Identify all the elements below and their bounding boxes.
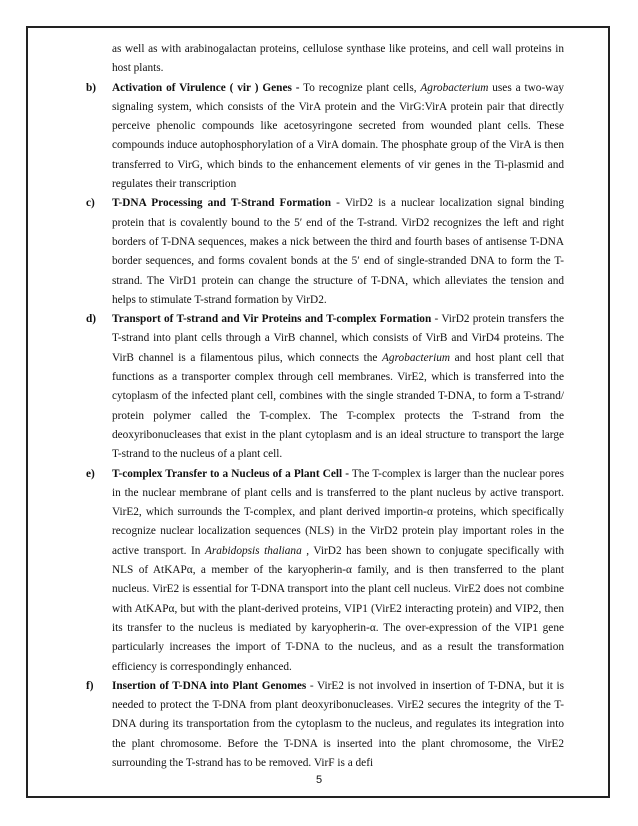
list-item-text: uses a two-way signaling system, which consists of the VirA protein and the VirG:VirA protein pair that directly perceive phenolic compounds like acetosyringone secreted from wounded plant cells. These compounds induce autophosphorylation of a VirA domain. The phosphate group of the VirA is then transferred to VirG, which binds to the enhancement elements of vir genes in the Ti-plasmid and regulates their transcription xyxy=(112,81,564,191)
list-item-text: - VirD2 protein transfers the T-strand into plant cells through a VirB channel, which consists of VirB and VirD4 proteins. The VirB channel is a filamentous pilus, which connects the xyxy=(112,313,564,364)
list-item-heading: T-complex Transfer to a Nucleus of a Plant Cell - xyxy=(112,467,349,480)
list-item-heading: Activation of Virulence ( vir ) Genes - xyxy=(112,81,300,94)
document-body xyxy=(86,40,564,773)
list-item-b xyxy=(86,79,564,195)
species-name: Arabidopsis thaliana xyxy=(204,544,302,557)
list-item-e xyxy=(86,465,564,677)
list-marker: e) xyxy=(86,467,95,480)
species-name: Agrobacterium xyxy=(382,351,451,364)
list-item-text: - VirD2 is a nuclear localization signal binding protein that is covalently bound to the 5′ end of the T-strand. VirD2 recognizes the left and right borders of T-DNA sequences, makes a nick between the third and fourth bases of antisense T-DNA border sequences, and forms covalent bonds at the 5′ end of single-stranded DNA to form the T-strand. The VirD1 protein can change the structure of T-DNA, which alleviates the tension and helps to stimulate T-strand formation by VirD2. xyxy=(112,197,565,306)
list-item-text: The T-complex is larger than the nuclear pores in the nuclear membrane of plant cells and is transferred to the plant nucleus by active transport. VirE2, which surrounds the T-complex, and plant derived importin-α proteins, which specifically recognize nuclear localization sequences (NLS) in the VirD2 protein play important roles in the active transport. In xyxy=(112,467,564,557)
list-item-text: , VirD2 has been shown to conjugate specifically with NLS of AtKAPα, a member of the karyopherin-α family, and is then transferred to the plant nucleus. VirE2 is essential for T-DNA transport into the plant cell nucleus. VirE2 does not combine with AtKAPα, but with the plant-derived proteins, VIP1 (VirE2 interacting protein) and VIP2, then its transfer to the nucleus is mediated by karyopherin-α. The over-expression of the VIP1 gene particularly increases the import of T-DNA to the nucleus, and as a result the transformation efficiency is correspondingly enhanced. xyxy=(112,544,564,673)
list-item-text: - VirE2 is not involved in insertion of T-DNA, but it is needed to protect the T-DNA from plant deoxyribonucleases. VirE2 secures the integrity of the T-DNA during its transportation from the cytoplasm to the nucleus, and regulates its integration into the plant chromosome. Before the T-DNA is inserted into the plant chromosome, the VirE2 surrounding the T-strand has to be removed. VirF is a defi xyxy=(112,679,564,769)
list-marker: f) xyxy=(86,679,94,692)
list-marker: b) xyxy=(86,81,97,94)
list-item-heading: Insertion of T-DNA into Plant Genomes xyxy=(112,679,307,692)
list-marker: d) xyxy=(86,313,97,326)
page-number: 5 xyxy=(315,774,323,786)
list-item-heading: Transport of T-strand and Vir Proteins and T-complex Formation xyxy=(112,313,432,326)
list-item-d xyxy=(86,310,564,464)
list-item-heading: T-DNA Processing and T-Strand Formation xyxy=(112,197,331,210)
list-item-c xyxy=(86,194,564,310)
list-marker: c) xyxy=(86,197,95,210)
list-item-f xyxy=(86,677,564,773)
species-name: Agrobacterium xyxy=(420,81,489,94)
continuation-paragraph: as well as with arabinogalactan proteins, cellulose synthase like proteins, and cell wall proteins in host plants. xyxy=(112,43,564,75)
list-item-text: and host plant cell that functions as a transporter complex through cell membranes. VirE2, which is transferred into the cytoplasm of the infected plant cell, combines with the single stranded T-DNA, to form a T-strand/ protein polymer called the T-complex. The T-complex protects the T-strand from the deoxyribonucleases that exist in the plant cytoplasm and is an ideal structure to transport the large T-strand to the nucleus of a plant cell. xyxy=(112,351,564,461)
list-item-text: To recognize plant cells, xyxy=(299,81,421,94)
